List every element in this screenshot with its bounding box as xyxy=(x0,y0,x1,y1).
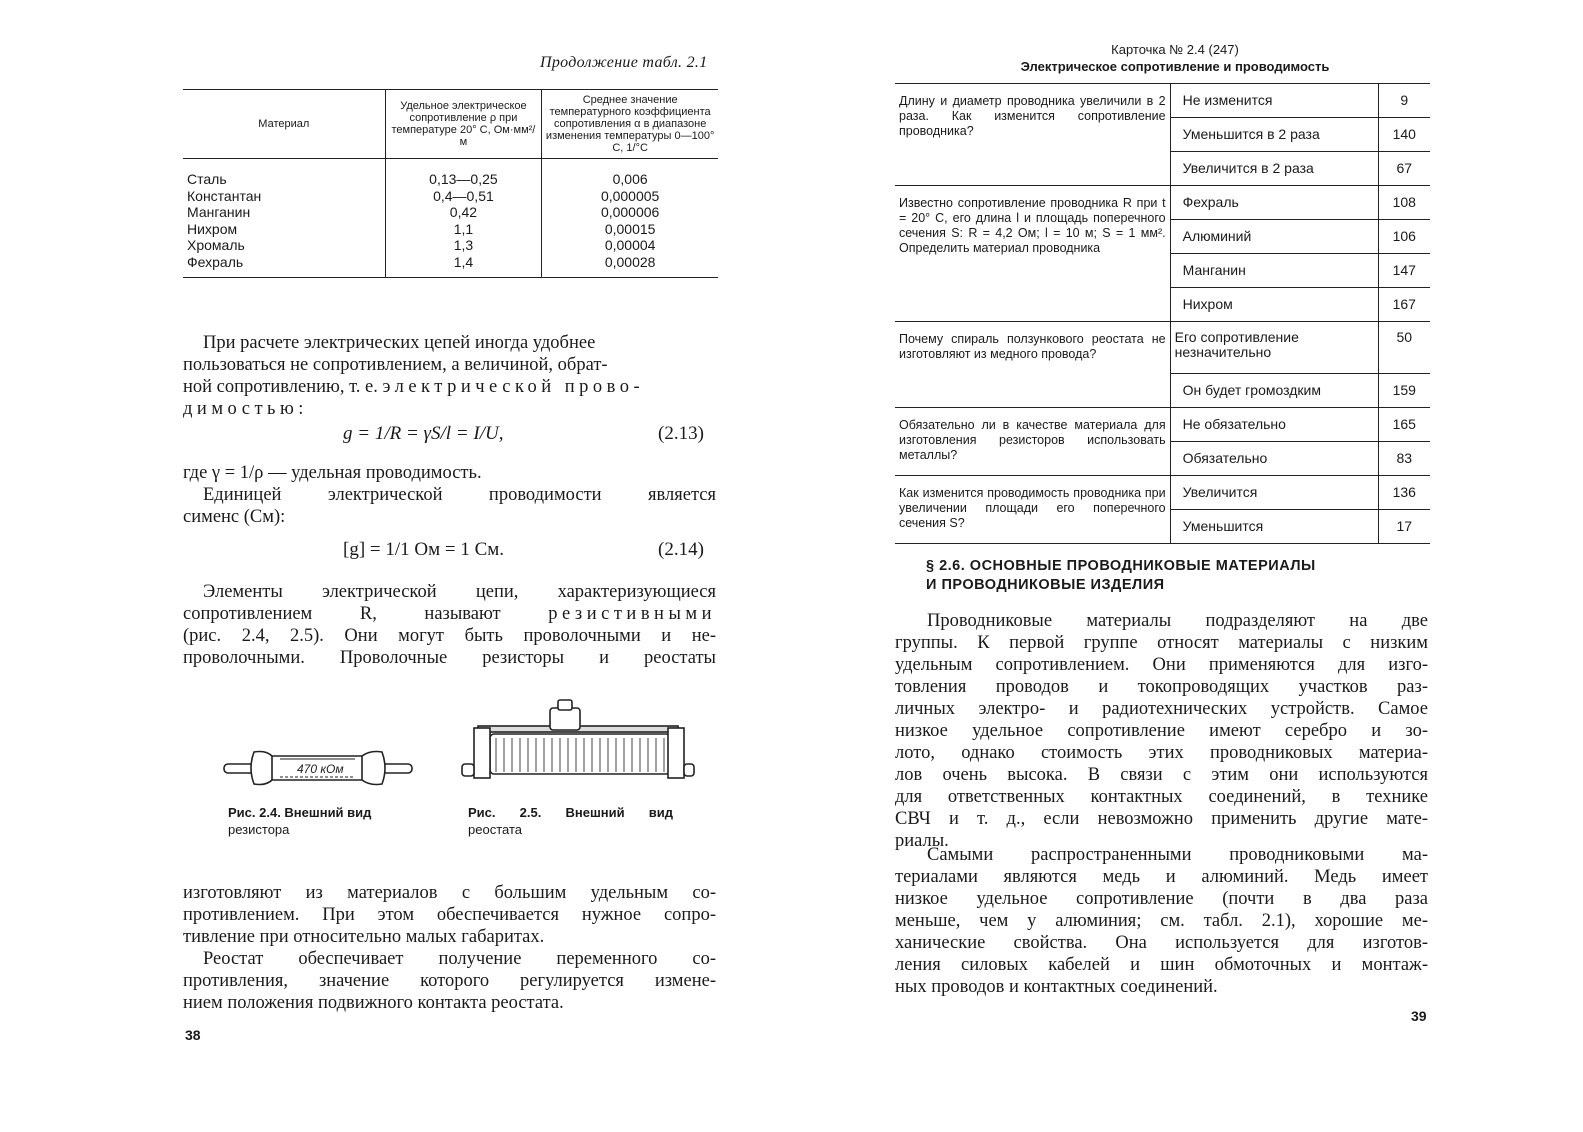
heading-line: И ПРОВОДНИКОВЫЕ ИЗДЕЛИЯ xyxy=(926,577,1165,593)
card-answer: Он будет громоздким xyxy=(1170,374,1378,408)
card-subtitle: Электрическое сопротивление и проводимость xyxy=(1020,59,1330,74)
text-line: группы. К первой группе относят материалы с низким xyxy=(895,633,1428,653)
card-answer: Уменьшится в 2 раза xyxy=(1170,118,1378,152)
card-answer: Манганин xyxy=(1170,254,1378,288)
card-answer-code: 9 xyxy=(1400,92,1409,108)
card-answer-code: 50 xyxy=(1378,322,1430,374)
card-answer: Не изменится xyxy=(1170,84,1378,118)
caption-line: реостата xyxy=(468,822,522,837)
text-line: нием положения подвижного контакта реостата. xyxy=(183,993,564,1013)
materials-column xyxy=(183,159,385,278)
card-answer: Увеличится в 2 раза xyxy=(1170,152,1378,186)
card-question: Известно сопротивление проводника R при t = 20° С, его длина l и площадь поперечного сечения S: R = 4,2 Ом; l = 10 м; S = 1 мм². Определить материал проводника xyxy=(895,186,1170,322)
table-cell: Константан xyxy=(187,187,262,204)
card-title-line: Карточка № 2.4 (247) xyxy=(1111,42,1239,57)
fig-2-5-caption xyxy=(468,804,673,838)
table-cell: Сталь xyxy=(187,171,227,187)
table-continuation-caption: Продолжение табл. 2.1 xyxy=(540,54,708,71)
text-line: териалами являются медь и алюминий. Медь имеет xyxy=(895,867,1428,887)
text-line: При расчете электрических цепей иногда удобнее xyxy=(203,333,596,353)
card-title xyxy=(975,41,1375,75)
card-answer: Увеличится xyxy=(1170,476,1378,510)
text-line: удельным сопротивлением. Они применяются для изго- xyxy=(895,655,1428,675)
card-row xyxy=(895,408,1430,442)
card-question: Почему спираль ползункового реостата не изготовляют из медного провода? xyxy=(895,322,1170,408)
card-answer: Фехраль xyxy=(1170,186,1378,220)
text-line: ления силовых кабелей и шин обмоточных и монтаж- xyxy=(895,955,1428,975)
where-line: где γ = 1/ρ — удельная проводимость. xyxy=(183,463,482,483)
page-number-left: 38 xyxy=(185,1027,201,1043)
table-cell: Хромаль xyxy=(187,237,245,254)
paragraph-rheostat xyxy=(183,948,716,1014)
text-line: низкое удельное сопротивление имеют серебро и зо- xyxy=(895,721,1428,741)
header-temp-coeff: Среднее значение температурного коэффициента сопротивления α в диапазоне изменения температуры 0—100° С, 1/°С xyxy=(542,90,718,159)
text-line: ных проводов и контактных соединений. xyxy=(895,977,1218,997)
text-span: ной сопротивлению, т. е. xyxy=(183,377,383,397)
table-cell: 1,4 xyxy=(453,253,474,270)
text-line: риалы. xyxy=(895,831,949,851)
header-resistivity: Удельное электрическое сопротивление ρ при температуре 20° С, Ом·мм²/м xyxy=(385,90,542,159)
materials-table xyxy=(183,89,718,278)
card-answer: Уменьшится xyxy=(1170,510,1378,544)
table-cell: Манганин xyxy=(187,204,251,221)
text-line: Элементы электрической цепи, характеризующиеся xyxy=(203,582,716,602)
card-answer: Обязательно xyxy=(1170,442,1378,476)
card-answer-code: 106 xyxy=(1378,220,1430,254)
text-line: лото, однако стоимость этих проводниковых материа- xyxy=(895,743,1428,763)
table-cell: 0,000006 xyxy=(600,204,660,221)
text-line: противлением. При этом обеспечивается нужное сопро- xyxy=(183,905,716,925)
card-row xyxy=(895,476,1430,510)
text-span: сопротивлением R, называют xyxy=(183,604,549,624)
resistor-figure xyxy=(220,740,415,796)
text-line: противления, значение которого регулируется измене- xyxy=(183,971,716,991)
card-answer: Не обязательно xyxy=(1170,408,1378,442)
text-line: Проводниковые материалы подразделяют на две xyxy=(927,611,1428,631)
card-answer: Его сопротивление незначительно xyxy=(1170,322,1378,374)
fig-2-4-caption xyxy=(228,804,371,838)
card-answer-code: 136 xyxy=(1378,476,1430,510)
header-material: Материал xyxy=(183,90,385,159)
rheostat-figure xyxy=(460,698,695,798)
table-cell: 0,42 xyxy=(449,204,478,221)
card-answer-code: 17 xyxy=(1378,510,1430,544)
text-line: Единицей электрической проводимости является xyxy=(203,485,716,505)
table-cell: 0,006 xyxy=(612,171,648,187)
table-body-row xyxy=(183,159,718,278)
text-line: СВЧ и т. д., если невозможно применить другие мате- xyxy=(895,809,1428,829)
paragraph-resistive xyxy=(183,581,716,669)
card-answer-code: 167 xyxy=(1378,288,1430,322)
card-answer: Алюминий xyxy=(1170,220,1378,254)
table-cell: 0,00028 xyxy=(604,253,656,270)
spaced-term: димостью: xyxy=(183,399,308,419)
card-row xyxy=(895,84,1430,118)
formula-2-13: g = 1/R = γS/l = I/U, xyxy=(343,423,504,444)
paragraph-materials xyxy=(183,882,716,948)
table-cell: 1,1 xyxy=(453,220,474,237)
formula-number-2-13: (2.13) xyxy=(658,423,704,444)
table-cell: 0,00004 xyxy=(604,237,656,254)
text-line: меньше, чем у алюминия; см. табл. 2.1), хорошие ме- xyxy=(895,911,1428,931)
caption-line: Рис. 2.4. Внешний вид xyxy=(228,805,372,820)
text-line: лов очень высока. В связи с этим они используются xyxy=(895,765,1428,785)
quiz-card-table xyxy=(895,83,1430,544)
card-question: Длину и диаметр проводника увеличили в 2 раза. Как изменится сопротивление проводника? xyxy=(895,84,1170,186)
text-line: пользоваться не сопротивлением, а величиной, обрат- xyxy=(183,355,608,375)
card-answer-code: 140 xyxy=(1378,118,1430,152)
card-question: Обязательно ли в качестве материала для изготовления резисторов использовать металлы? xyxy=(895,408,1170,476)
text-line: тивление при относительно малых габаритах. xyxy=(183,927,545,947)
card-question: Как изменится проводимость проводника при увеличении площади его поперечного сечения S? xyxy=(895,476,1170,544)
text-line: товления проводов и токопроводящих участков раз- xyxy=(895,677,1428,697)
temp-coeff-column xyxy=(542,159,718,278)
resistor-label: 470 кОм xyxy=(297,762,344,776)
table-cell: 0,4—0,51 xyxy=(433,187,494,204)
text-line: ханические свойства. Она используется для изготов- xyxy=(895,933,1428,953)
text-line: проволочными. Проволочные резисторы и реостаты xyxy=(183,648,716,668)
formula-number-2-14: (2.14) xyxy=(658,539,704,560)
table-cell: 0,13—0,25 xyxy=(429,171,498,187)
table-cell: 0,00015 xyxy=(604,220,656,237)
card-answer-code: 67 xyxy=(1378,152,1430,186)
table-cell: Нихром xyxy=(187,220,238,237)
text-line: низкое удельное сопротивление (почти в два раза xyxy=(895,889,1428,909)
page-number-right: 39 xyxy=(1411,1008,1427,1024)
heading-line: § 2.6. ОСНОВНЫЕ ПРОВОДНИКОВЫЕ МАТЕРИАЛЫ xyxy=(926,558,1316,574)
spaced-term: электрической прово- xyxy=(382,377,645,397)
section-heading xyxy=(926,557,1316,595)
text-line: изготовляют из материалов с большим удельным со- xyxy=(183,883,716,903)
paragraph-copper-aluminium xyxy=(895,844,1428,998)
text-line: Самыми распространенными проводниковыми ма- xyxy=(927,845,1428,865)
paragraph-unit xyxy=(183,484,716,528)
text-line xyxy=(183,603,716,625)
text-line: Реостат обеспечивает получение переменного со- xyxy=(203,949,716,969)
text-line xyxy=(183,376,716,398)
card-answer-code: 147 xyxy=(1378,254,1430,288)
formula-2-14: [g] = 1/1 Ом = 1 См. xyxy=(343,539,505,560)
table-header-row xyxy=(183,90,718,159)
card-answer-code: 159 xyxy=(1378,374,1430,408)
text-line: сименс (См): xyxy=(183,507,286,527)
spaced-term: резистивными xyxy=(548,604,716,624)
card-row xyxy=(895,186,1430,220)
text-line: для ответственных контактных соединений, в технике xyxy=(895,787,1428,807)
paragraph-conductivity xyxy=(183,332,716,420)
paragraph-conductor-groups xyxy=(895,610,1428,852)
caption-line: Рис. 2.5. Внешний вид xyxy=(468,805,673,820)
caption-line: резистора xyxy=(228,822,290,837)
table-cell: 0,000005 xyxy=(600,187,660,204)
card-row xyxy=(895,322,1430,374)
card-answer: Нихром xyxy=(1170,288,1378,322)
text-line: личных электро- и радиотехнических устройств. Самое xyxy=(895,699,1428,719)
table-cell: Фехраль xyxy=(187,253,244,270)
resistivity-column xyxy=(385,159,542,278)
card-answer-code: 165 xyxy=(1378,408,1430,442)
card-answer-code: 108 xyxy=(1378,186,1430,220)
text-line: (рис. 2.4, 2.5). Они могут быть проволочными и не- xyxy=(183,626,716,646)
table-cell: 1,3 xyxy=(453,237,474,254)
card-answer-code: 83 xyxy=(1378,442,1430,476)
